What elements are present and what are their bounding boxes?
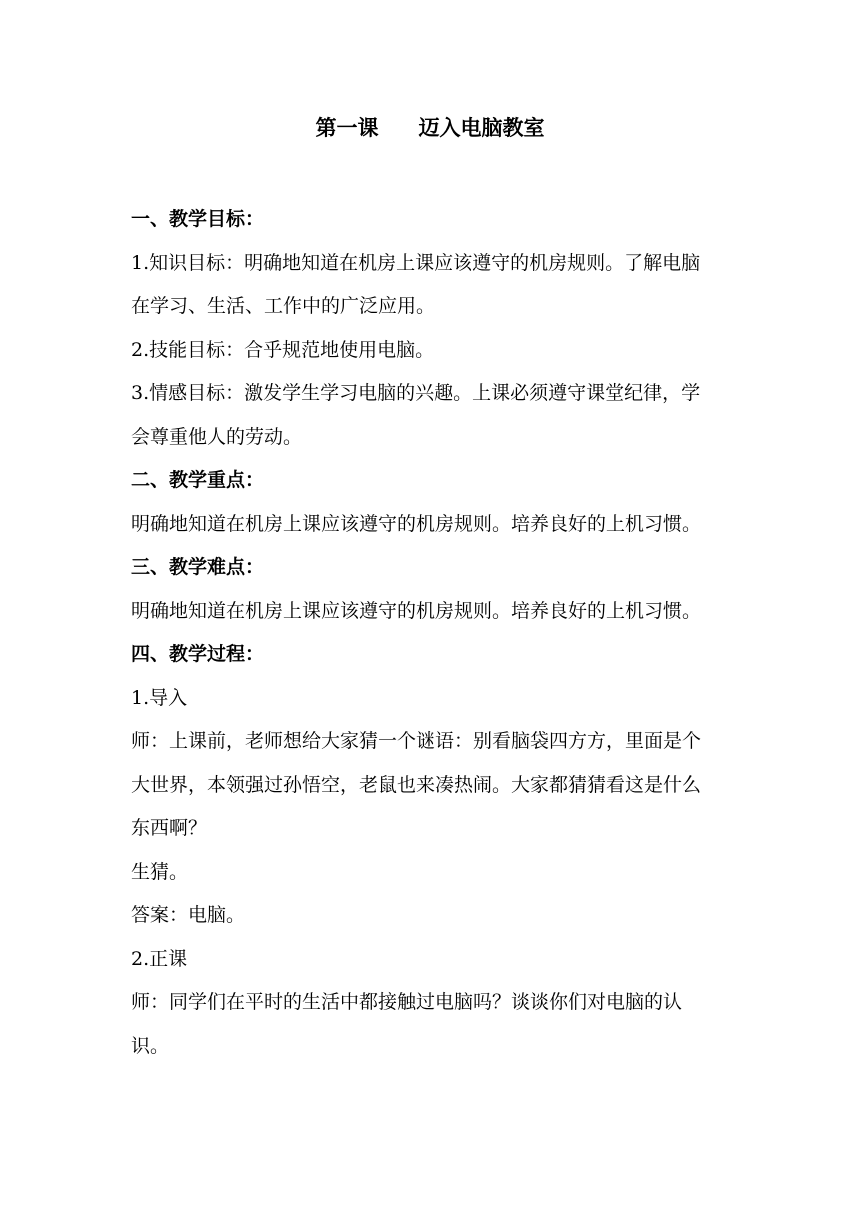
- paragraph-line: 明确地知道在机房上课应该遵守的机房规则。培养良好的上机习惯。: [131, 512, 702, 535]
- paragraph-line: 2.技能目标：合乎规范地使用电脑。: [131, 338, 435, 361]
- lesson-name: 迈入电脑教室: [418, 116, 545, 140]
- paragraph-line: 识。: [131, 1034, 170, 1057]
- paragraph-line: 1.知识目标：明确地知道在机房上课应该遵守的机房规则。了解电脑: [131, 251, 701, 274]
- paragraph-line: 东西啊？: [131, 817, 208, 839]
- section-heading-process: 四、教学过程：: [131, 643, 265, 665]
- paragraph-line: 3.情感目标：激发学生学习电脑的兴趣。上课必须遵守课堂纪律，学: [131, 382, 701, 404]
- paragraph-line: 会尊重他人的劳动。: [131, 425, 303, 448]
- paragraph-line: 1.导入: [131, 686, 188, 709]
- paragraph-line: 生猜。: [131, 860, 189, 883]
- paragraph-line: 答案：电脑。: [131, 904, 246, 926]
- section-heading-key-points: 二、教学重点：: [131, 469, 265, 491]
- paragraph-line: 师：同学们在平时的生活中都接触过电脑吗？谈谈你们对电脑的认: [131, 991, 683, 1013]
- section-heading-difficulties: 三、教学难点：: [131, 556, 265, 578]
- paragraph-line: 明确地知道在机房上课应该遵守的机房规则。培养良好的上机习惯。: [131, 599, 702, 622]
- paragraph-line: 大世界，本领强过孙悟空，老鼠也来凑热闹。大家都猜猜看这是什么: [131, 773, 702, 796]
- lesson-number: 第一课: [315, 116, 379, 140]
- page-title: [0, 110, 860, 146]
- paragraph-line: 2.正课: [131, 947, 188, 970]
- paragraph-line: 在学习、生活、工作中的广泛应用。: [131, 295, 436, 317]
- paragraph-line: 师：上课前，老师想给大家猜一个谜语：别看脑袋四方方，里面是个: [131, 730, 702, 752]
- section-heading-objectives: 一、教学目标：: [131, 208, 265, 230]
- document-body: [131, 198, 731, 1068]
